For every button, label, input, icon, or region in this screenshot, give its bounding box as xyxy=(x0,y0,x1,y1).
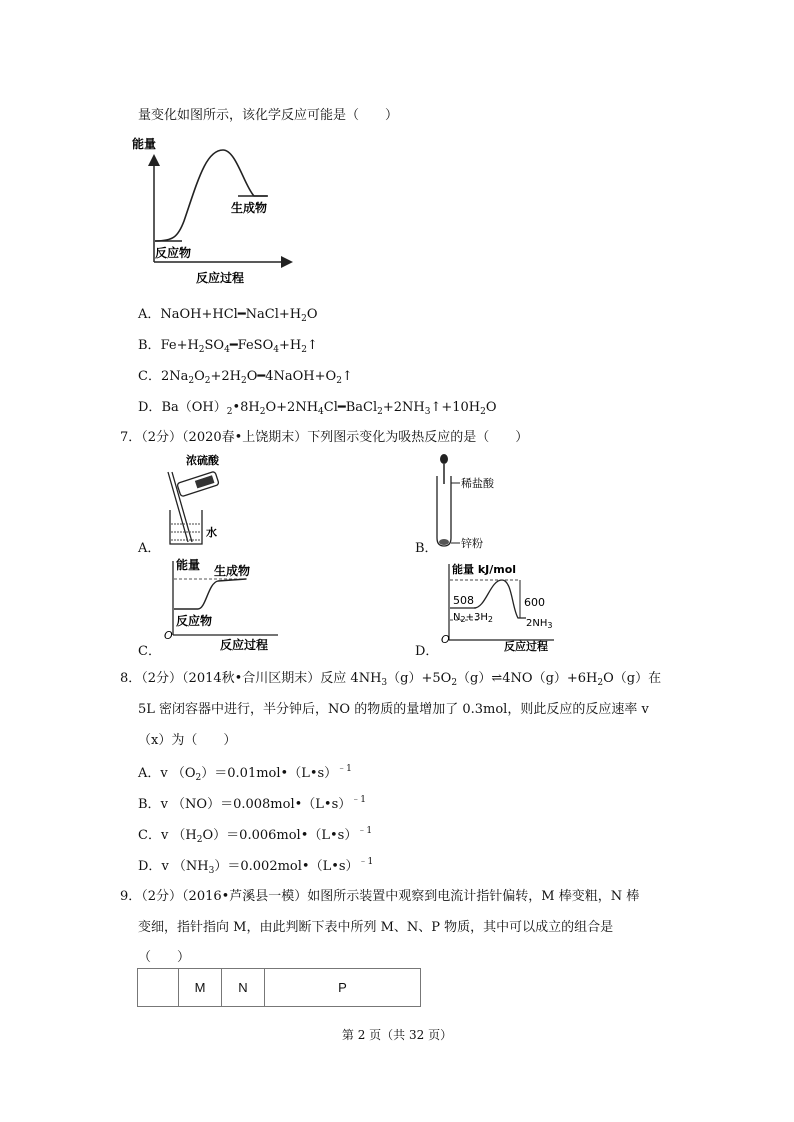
q9-table-header-n: N xyxy=(222,969,265,1007)
q8-option-a-letter: A． xyxy=(138,766,161,781)
q7-stem: 7．（2分）（2020春•上饶期末）下列图示变化为吸热反应的是（ ） xyxy=(120,430,529,445)
q9-table xyxy=(137,968,421,1007)
q7-fig-c-origin: O xyxy=(164,629,173,642)
q7-option-d-letter: D． xyxy=(415,644,439,659)
q8-option-b xyxy=(138,792,366,812)
q8-option-c xyxy=(138,823,372,845)
q7-fig-b-test-tube xyxy=(432,450,512,552)
q8-stem-line1: 8．（2分）（2014秋•合川区期末）反应 $4NH_3(g)+5O_2(g)\rightleftharpoons 4NO(g)+6H_2O(g)$在 xyxy=(120,671,662,688)
q7-fig-c-y-label: 能量 xyxy=(176,558,201,572)
q7-fig-d-product-label: $2NH_3$ xyxy=(526,618,553,630)
q7-fig-c-x-label: 反应过程 xyxy=(220,638,269,652)
q8-option-d xyxy=(138,854,373,876)
table-row xyxy=(138,969,421,1007)
q8-option-c-text: v $(H_2O)=0.006mol•(L•s)^{﹣1}$ xyxy=(160,826,373,845)
q8-option-a xyxy=(138,761,352,783)
q7-fig-c-reactant-label: 反应物 xyxy=(176,614,213,628)
q6-option-d xyxy=(138,396,497,417)
q8-stem-line2: 5L 密闭容器中进行，半分钟后，NO 的物质的量增加了 0.3mol，则此反应的反应速率 v xyxy=(138,702,649,717)
q7-fig-c-product-label: 生成物 xyxy=(214,564,251,578)
q7-fig-d-x-label: 反应过程 xyxy=(504,640,548,652)
question-6-continuation: 量变化如图所示，该化学反应可能是（ ） xyxy=(138,108,399,123)
q6-option-d-letter: D． xyxy=(138,400,162,415)
q9-table-header-m: M xyxy=(179,969,222,1007)
q8-option-b-text: v （NO）＝0.008mol•（L•s）$^{﹣1}$ xyxy=(160,795,366,812)
q6-option-b-letter: B． xyxy=(138,338,161,353)
q6-reactant-label: 反应物 xyxy=(155,246,192,260)
q6-option-a-text: $NaOH+HCl━NaCl+H_2O$ xyxy=(160,307,318,324)
q7-fig-d-left-value: 508 xyxy=(453,594,474,607)
q8-option-a-text: v $(O_2)=0.01mol•(L•s)^{﹣1}$ xyxy=(160,764,352,783)
q6-option-c-letter: C． xyxy=(138,369,161,384)
q6-option-d-text: $Ba(OH)_2•8H_2O+2NH_4Cl━BaCl_2+2NH_3↑+10H_2O$ xyxy=(161,400,497,417)
page-footer: 第 2 页（共 32 页） xyxy=(341,1028,453,1042)
q6-x-axis-label: 反应过程 xyxy=(196,271,245,285)
q7-option-b-letter: B． xyxy=(415,541,438,556)
q7-fig-d-y-label: 能量 kJ/mol xyxy=(452,563,517,576)
q8-stem-line3: （x）为（ ） xyxy=(138,733,237,748)
q7-option-a-letter: A． xyxy=(138,541,161,556)
q9-table-header-p: P xyxy=(265,969,421,1007)
q9-stem-line2: 变细，指针指向 M，由此判断下表中所列 M、N、P 物质，其中可以成立的组合是 xyxy=(138,920,614,935)
q9-stem-line3: （ ） xyxy=(138,950,191,965)
q7-fig-b-acid-label: 稀盐酸 xyxy=(461,477,494,490)
q7-fig-a-acid-label: 浓硫酸 xyxy=(186,454,219,467)
q6-y-axis-label: 能量 xyxy=(132,137,157,151)
q8-option-c-letter: C． xyxy=(138,828,161,843)
q6-product-label: 生成物 xyxy=(231,201,268,215)
q7-fig-b-zinc-label: 锌粉 xyxy=(461,537,483,550)
q7-fig-c-energy-diagram xyxy=(158,555,283,653)
q7-fig-a-water-label: 水 xyxy=(206,526,217,539)
q9-table-header-blank xyxy=(138,969,179,1007)
q8-option-d-text: v $(NH_3)=0.002mol•(L•s)^{﹣1}$ xyxy=(161,857,374,876)
q8-option-b-letter: B． xyxy=(138,797,161,812)
q7-fig-a-beaker-acid xyxy=(158,452,253,552)
q9-stem-line1: 9．（2分）（2016•芦溪县一模）如图所示装置中观察到电流计指针偏转，M 棒变粗，N 棒 xyxy=(120,889,640,904)
q6-option-a-letter: A． xyxy=(138,307,161,322)
q6-option-b-text: $Fe+H_2SO_4━FeSO_4+H_2↑$ xyxy=(160,338,318,355)
q6-option-c xyxy=(138,365,353,386)
q7-fig-d-reactant-label: $N_2+3H_2$ xyxy=(453,612,493,624)
q6-option-b xyxy=(138,334,318,355)
q7-option-c-letter: C． xyxy=(138,644,161,659)
q7-fig-d-energy-diagram xyxy=(434,560,559,652)
q7-fig-d-origin: O xyxy=(441,633,450,646)
q8-option-d-letter: D． xyxy=(138,859,162,874)
q6-option-c-text: $2Na_2O_2+2H_2O━4NaOH+O_2↑$ xyxy=(160,369,353,386)
q7-fig-d-right-value: 600 xyxy=(524,596,545,609)
q6-energy-diagram xyxy=(128,135,298,285)
q6-option-a xyxy=(138,303,318,324)
